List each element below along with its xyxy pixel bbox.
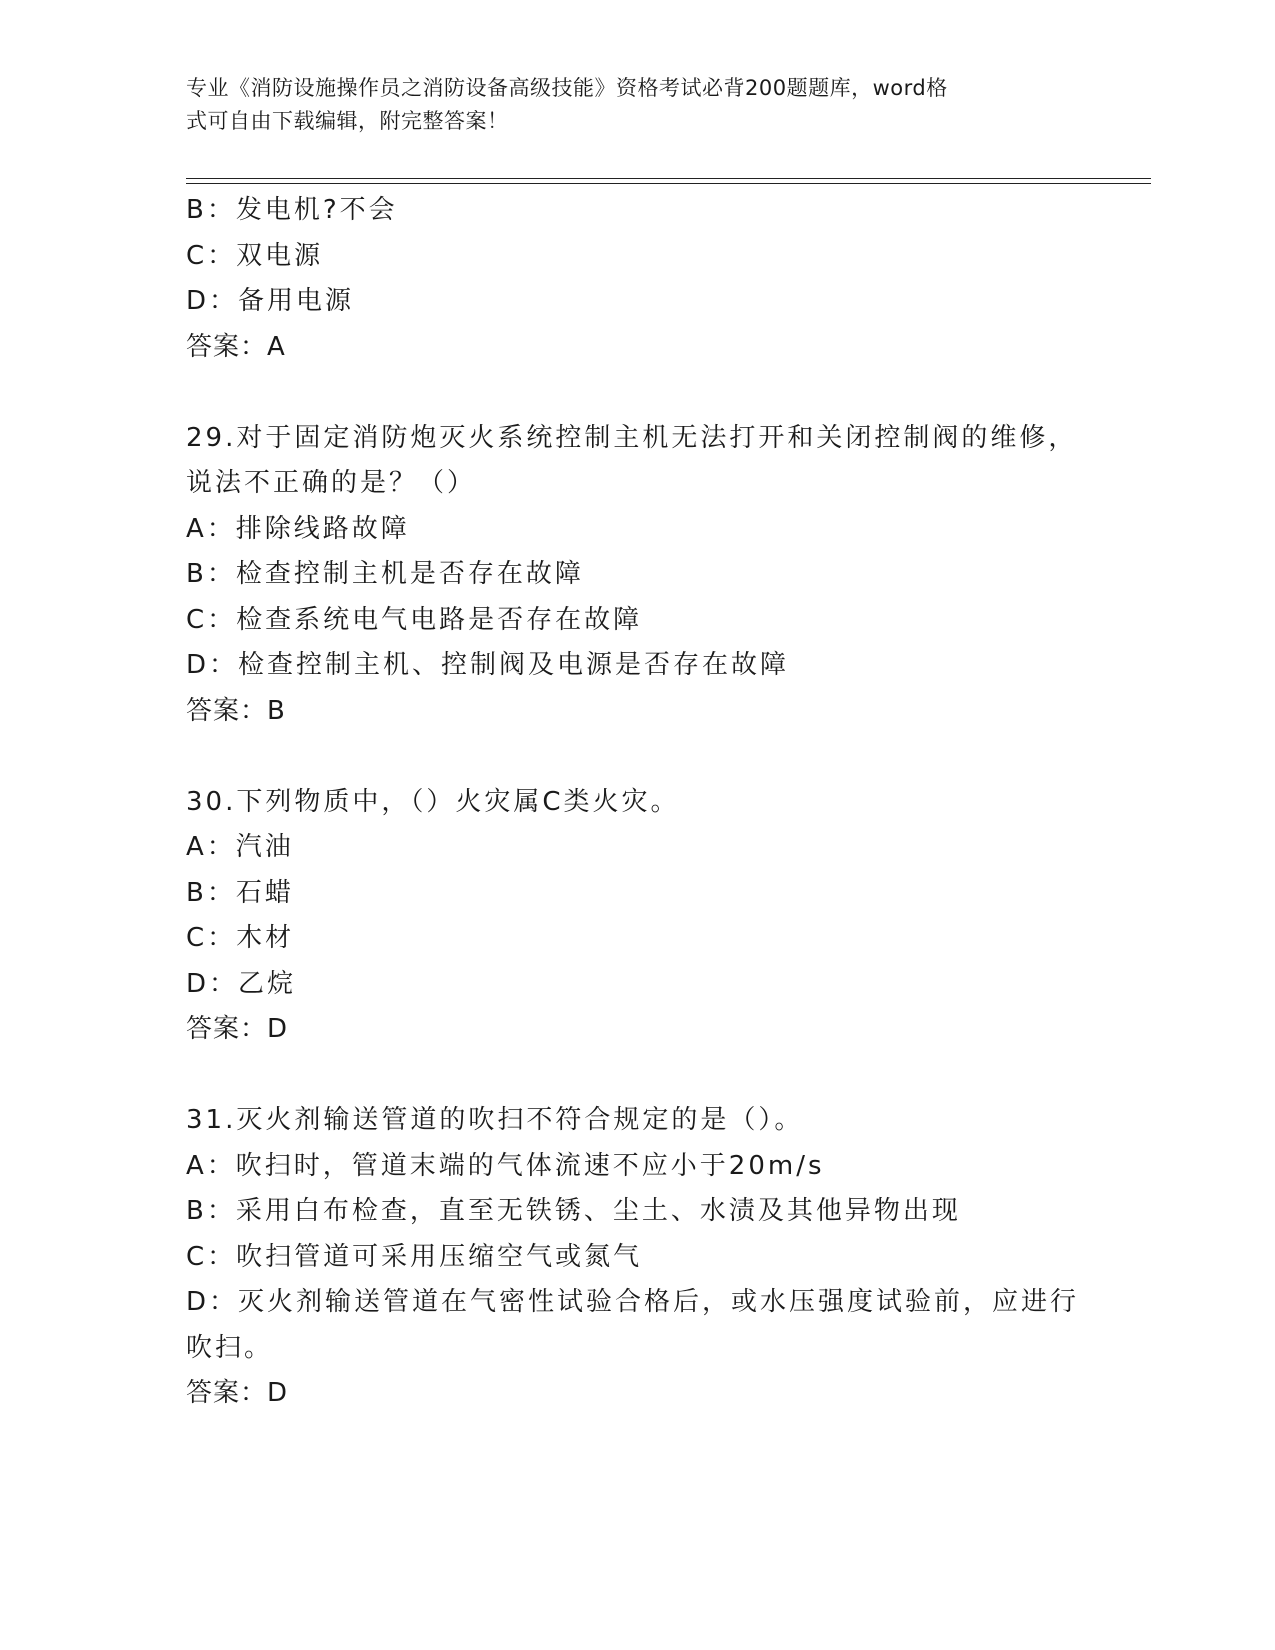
option-a: A：排除线路故障 [186,513,410,544]
option-a: A：吹扫时，管道末端的气体流速不应小于20m/s [186,1150,825,1181]
option-d: D：备用电源 [186,286,355,316]
question-block-31 [186,1098,1086,1417]
answer-line: 答案：D [186,1014,289,1044]
option-d: D：灭火剂输送管道在气密性试验合格后，或水压强度试验前，应进行 [186,1287,1080,1317]
question-text-cont: 说法不正确的是？（） [186,468,477,498]
header-line-1: 专业《消防设施操作员之消防设备高级技能》资格考试必背200题题库，word格 [186,76,948,100]
option-c: C：双电源 [186,240,324,271]
question-block-28-tail [186,188,1086,370]
option-c: C：木材 [186,923,295,953]
answer-line: 答案：B [186,695,286,726]
question-text: 30.下列物质中，（）火灾属C类火灾。 [186,786,680,817]
answer-line: 答案：D [186,1378,289,1408]
header-divider-top [186,178,1151,179]
question-block-30 [186,780,1086,1053]
option-a: A：汽油 [186,832,294,862]
option-d: D：乙烷 [186,968,297,999]
question-text: 31.灭火剂输送管道的吹扫不符合规定的是（）。 [186,1105,804,1135]
option-b: B：发电机?不会 [186,195,398,225]
option-d: D：检查控制主机、控制阀及电源是否存在故障 [186,650,790,680]
question-block-29 [186,416,1086,735]
answer-line: 答案：A [186,331,286,362]
document-header [186,72,1066,138]
option-d-cont: 吹扫。 [186,1332,274,1363]
option-c: C：检查系统电气电路是否存在故障 [186,604,643,635]
header-line-2: 式可自由下载编辑，附完整答案！ [186,109,509,133]
question-list [186,188,1086,1417]
option-c: C：吹扫管道可采用压缩空气或氮气 [186,1241,643,1272]
option-b: B：采用白布检查，直至无铁锈、尘土、水渍及其他异物出现 [186,1196,961,1226]
option-b: B：检查控制主机是否存在故障 [186,559,584,589]
header-divider-bottom [186,183,1151,184]
option-b: B：石蜡 [186,877,294,908]
question-text: 29.对于固定消防炮灭火系统控制主机无法打开和关闭控制阀的维修， [186,422,1078,453]
